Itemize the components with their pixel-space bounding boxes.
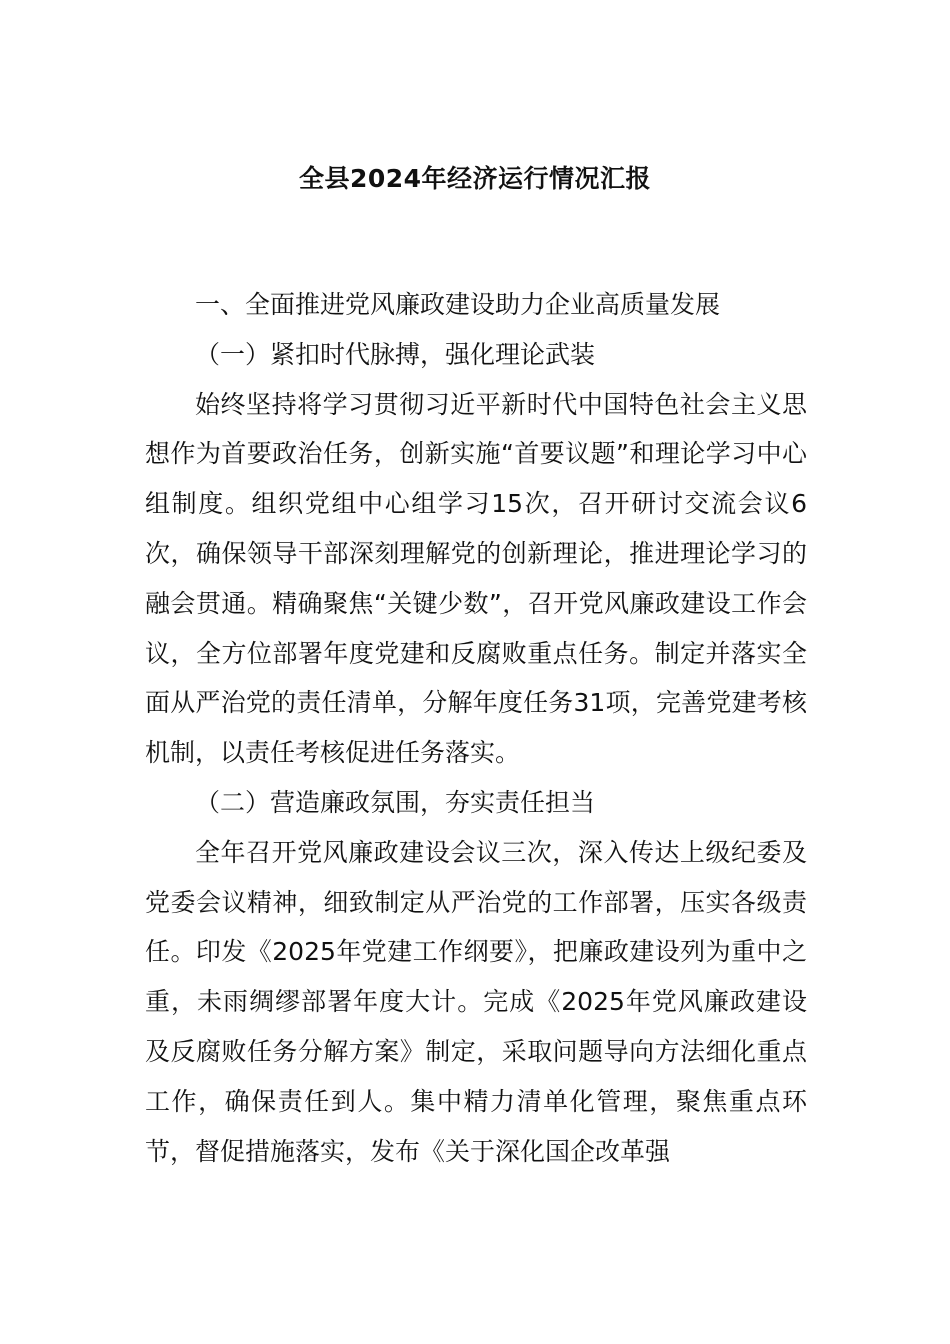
paragraph-2: 全年召开党风廉政建设会议三次，深入传达上级纪委及党委会议精神，细致制定从严治党的工作部署，压实各级责任。印发《2025年党建工作纲要》，把廉政建设列为重中之重，未雨绸缪部署年度大计。完成《2025年党风廉政建设及反腐败任务分解方案》制定，采取问题导向方法细化重点工作，确保责任到人。集中精力清单化管理，聚焦重点环节，督促措施落实，发布《关于深化国企改革强 xyxy=(145,837,807,1166)
document-title: 全县2024年经济运行情况汇报 xyxy=(298,164,652,193)
document-body xyxy=(145,280,807,1176)
subsection-heading-2: （二）营造廉政氛围，夯实责任担当 xyxy=(195,787,596,817)
subsection-heading-1: （一）紧扣时代脉搏，强化理论武装 xyxy=(195,339,596,369)
section-heading-1: 一、全面推进党风廉政建设助力企业高质量发展 xyxy=(195,290,721,319)
paragraph-1: 始终坚持将学习贯彻习近平新时代中国特色社会主义思想作为首要政治任务，创新实施“首要议题”和理论学习中心组制度。组织党组中心组学习15次，召开研讨交流会议6次，确保领导干部深刻理解党的创新理论，推进理论学习的融会贯通。精确聚焦“关键少数”，召开党风廉政建设工作会议，全方位部署年度党建和反腐败重点任务。制定并落实全面从严治党的责任清单，分解年度任务31项，完善党建考核机制，以责任考核促进任务落实。 xyxy=(145,389,807,768)
